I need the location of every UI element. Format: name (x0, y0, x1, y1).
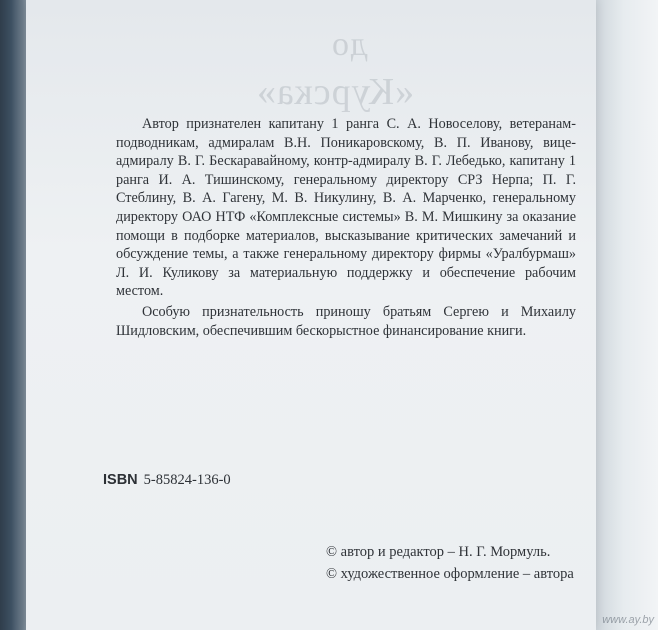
isbn-line (103, 472, 231, 489)
copyright-art-design: © художественное оформление – автора (326, 566, 574, 582)
isbn-label: ISBN (103, 472, 138, 488)
bleed-line-1: до (331, 26, 368, 63)
bleed-line-2: «Курска» (256, 71, 415, 113)
book-page (26, 0, 596, 630)
acknowledgement-paragraph-2: Особую признательность приношу братьям Сергею и Михаилу Шидловским, обеспечившим бескорыстное финансирование книги. (116, 303, 576, 339)
watermark: www.ay.by (602, 614, 654, 626)
copyright-author-editor: © автор и редактор – Н. Г. Мормуль. (326, 544, 551, 560)
show-through-text (26, 0, 596, 120)
isbn-number: 5-85824-136-0 (143, 472, 231, 488)
acknowledgement-text (116, 115, 576, 340)
adjacent-page (596, 0, 658, 630)
acknowledgement-paragraph-1: Автор признателен капитану 1 ранга С. А. Новоселову, ветеранам-подводникам, адмиралам В.Н. Поникаровскому, В. П. Иванову, вице-адмиралу В. Г. Бескаравайному, контр-адмиралу В. Г. Лебедько, капитану 1 ранга И. А. Тишинскому, генеральному директору СРЗ Нерпа; П. Г. Стеблину, В. А. Гагену, М. В. Никулину, В. А. Марченко, генеральному директору ОАО НТФ «Комплексные системы» В. М. Мишкину за оказание помощи в подборке материалов, высказывание критических замечаний и обсуждение темы, а также генеральному директору фирмы «Уралбурмаш» Л. И. Куликову за материальную поддержку и обеспечение рабочим местом. (116, 116, 576, 300)
